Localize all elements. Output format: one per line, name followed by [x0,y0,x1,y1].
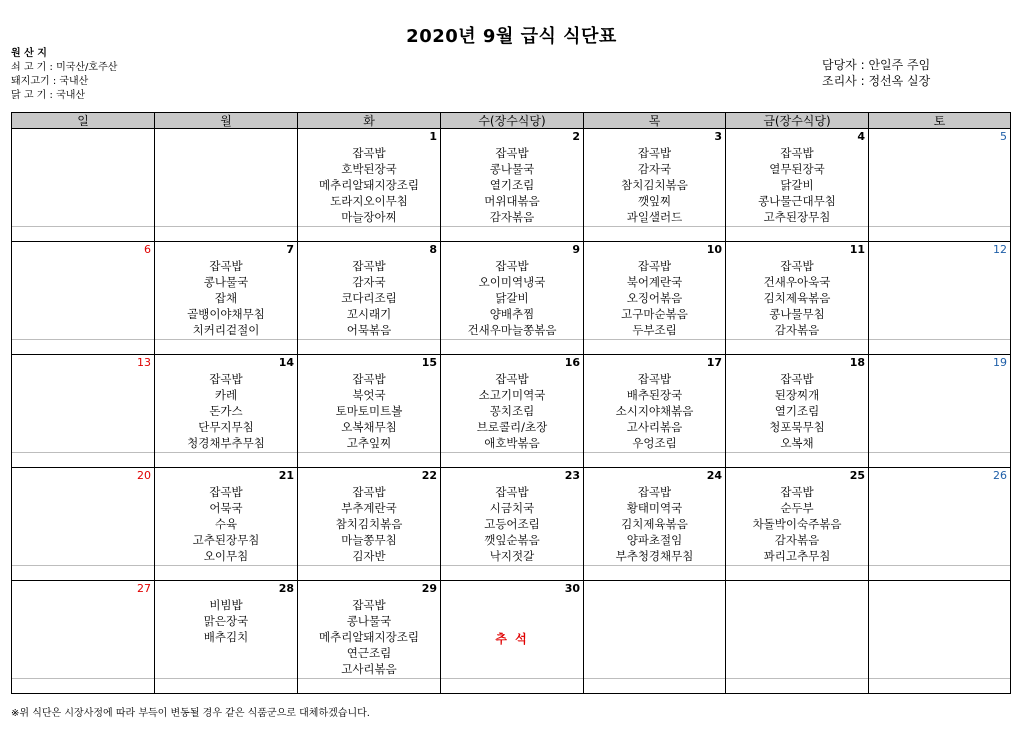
menu-list [584,258,725,338]
day-cell [155,355,298,453]
menu-item: 고구마순볶음 [621,307,688,321]
day-number: 11 [849,243,865,256]
footer-note: ※위 식단은 시장사정에 따라 부득이 변동될 경우 같은 식품군으로 대체하겠습니다. [11,708,370,719]
menu-item: 메추리알돼지장조림 [319,630,419,644]
menu-item: 맑은장국 [203,614,249,628]
day-number: 24 [706,469,722,482]
menu-list [155,597,297,645]
day-number: 22 [421,469,437,482]
menu-item: 어묵국 [209,501,243,515]
menu-item: 북엇국 [352,388,386,402]
week-row [12,468,1011,566]
day-spacer-cell [298,340,441,355]
menu-list [155,258,297,338]
day-number: 19 [993,356,1007,369]
week-row [12,355,1011,453]
menu-item: 열기조림 [489,178,535,192]
menu-item: 꽁치조림 [489,404,535,418]
day-cell [12,581,155,679]
day-cell [869,581,1011,679]
day-spacer-cell [298,566,441,581]
day-spacer-cell [726,453,869,468]
menu-item: 감자볶음 [774,533,820,547]
day-cell [584,129,726,227]
menu-item: 코다리조림 [341,291,397,305]
menu-list [155,484,297,564]
menu-item: 잡곡밥 [352,485,386,499]
day-cell [869,242,1011,340]
day-cell [441,468,584,566]
menu-item: 잡곡밥 [780,485,814,499]
day-cell [298,129,441,227]
menu-item: 잡곡밥 [495,485,529,499]
day-cell [298,355,441,453]
menu-item: 잡곡밥 [780,259,814,273]
origin-chicken: 닭 고 기 : 국내산 [11,90,86,101]
menu-list [726,371,868,451]
menu-item: 오징어볶음 [626,291,683,305]
menu-list [441,258,583,338]
menu-item: 고사리볶음 [626,420,683,434]
menu-item: 청포묵무침 [769,420,825,434]
menu-list [726,484,868,564]
menu-item: 감자국 [637,162,672,176]
menu-item: 도라지오이무침 [330,194,408,208]
day-spacer-cell [12,227,155,242]
menu-item: 콩나물국 [346,614,392,628]
menu-item: 참치김치볶음 [621,178,688,192]
day-spacer-cell [12,340,155,355]
week-spacer-row [12,679,1011,694]
menu-item: 브로콜리/초장 [476,420,548,434]
day-cell [155,581,298,679]
menu-item: 비빔밥 [209,598,243,612]
meal-calendar [11,112,1011,694]
day-spacer-cell [155,679,298,694]
origin-pork: 돼지고기 : 국내산 [11,76,89,87]
day-cell [298,468,441,566]
weekday-header-thu: 목 [584,113,726,129]
menu-item: 닭갈비 [780,178,814,192]
menu-item: 연근조림 [346,646,392,660]
day-cell [298,242,441,340]
day-number: 2 [572,130,580,143]
day-cell [584,468,726,566]
menu-item: 잡곡밥 [637,146,672,160]
day-spacer-cell [584,453,726,468]
day-spacer-cell [726,227,869,242]
menu-item: 감자볶음 [774,323,820,337]
staff-manager: 담당자 : 안일주 주임 [822,58,931,72]
week-spacer-row [12,453,1011,468]
menu-item: 돈가스 [209,404,243,418]
menu-item: 닭갈비 [495,291,529,305]
weekday-header-sat: 토 [869,113,1011,129]
menu-item: 잡곡밥 [352,146,386,160]
menu-item: 소고기미역국 [478,388,546,402]
menu-item: 황태미역국 [626,501,683,515]
menu-item: 양파초절임 [626,533,683,547]
menu-item: 메추리알돼지장조림 [319,178,419,192]
menu-item: 오이미역냉국 [478,275,546,289]
menu-item: 오복채 [780,436,814,450]
menu-list [441,484,583,564]
menu-item: 양배추찜 [489,307,535,321]
week-spacer-row [12,340,1011,355]
menu-list [584,145,725,225]
day-cell [12,468,155,566]
day-spacer-cell [869,340,1011,355]
day-cell [869,129,1011,227]
menu-item: 시금치국 [489,501,535,515]
menu-item: 김자반 [352,549,386,563]
day-spacer-cell [441,453,584,468]
menu-list [298,145,440,225]
menu-item: 잡곡밥 [352,598,386,612]
day-number: 26 [993,469,1007,482]
day-number: 1 [429,130,437,143]
day-cell [12,129,155,227]
menu-item: 잡곡밥 [495,372,529,386]
day-number: 8 [429,243,437,256]
menu-list [726,145,868,225]
origin-info [11,47,117,103]
menu-list [298,597,440,677]
menu-item: 소시지야채볶음 [615,404,694,418]
day-cell [726,581,869,679]
day-number: 28 [278,582,294,595]
menu-item: 마늘쫑무침 [341,533,397,547]
day-number: 18 [849,356,865,369]
day-cell [726,242,869,340]
menu-item: 오이무침 [203,549,249,563]
menu-item: 열무된장국 [769,162,825,176]
weekday-header-wed: 수(장수식당) [441,113,584,129]
origin-heading: 원 산 지 [11,48,47,59]
menu-item: 잡곡밥 [637,485,672,499]
day-number: 15 [421,356,437,369]
day-spacer-cell [726,340,869,355]
day-number: 13 [137,356,151,369]
day-cell [726,468,869,566]
staff-info [822,57,930,89]
menu-item: 잡곡밥 [495,146,529,160]
menu-item: 배추김치 [203,630,249,644]
day-number: 30 [564,582,580,595]
day-spacer-cell [584,340,726,355]
menu-item: 우엉조림 [632,436,677,450]
menu-item: 낙지젓갈 [489,549,535,563]
day-number: 4 [857,130,865,143]
day-spacer-cell [584,679,726,694]
day-number: 29 [421,582,437,595]
day-spacer-cell [155,566,298,581]
menu-item: 수육 [214,517,238,531]
menu-item: 부추청경채무침 [615,549,694,563]
menu-item: 잡곡밥 [637,372,672,386]
weekday-header-fri: 금(장수식당) [726,113,869,129]
day-spacer-cell [298,227,441,242]
weekday-header-tue: 화 [298,113,441,129]
menu-item: 마늘장아찌 [341,210,397,224]
day-number: 20 [137,469,151,482]
weekday-header-mon: 월 [155,113,298,129]
menu-item: 단무지무침 [198,420,254,434]
day-spacer-cell [12,679,155,694]
day-spacer-cell [441,566,584,581]
menu-item: 고사리볶음 [341,662,397,676]
day-spacer-cell [726,679,869,694]
page-title: 2020년 9월 급식 식단표 [406,26,617,47]
menu-item: 꼬시래기 [346,307,392,321]
menu-list [298,371,440,451]
menu-item: 콩나물국 [489,162,535,176]
menu-item: 고추잎찌 [346,436,392,450]
day-number: 21 [278,469,294,482]
menu-item: 콩나물무침 [769,307,825,321]
holiday-label: 추 석 [495,632,529,646]
day-number: 7 [286,243,294,256]
day-spacer-cell [12,453,155,468]
menu-item: 북어계란국 [626,275,683,289]
day-spacer-cell [441,679,584,694]
day-cell [441,581,584,679]
day-number: 9 [572,243,580,256]
weekday-header-sun: 일 [12,113,155,129]
week-spacer-row [12,227,1011,242]
day-cell [441,129,584,227]
menu-item: 꽈리고추무침 [763,549,831,563]
weekday-header-row [12,113,1011,129]
menu-item: 잡곡밥 [209,485,243,499]
menu-item: 토마토미트볼 [335,404,403,418]
menu-item: 잡곡밥 [352,259,386,273]
menu-list [584,484,725,564]
day-spacer-cell [441,340,584,355]
day-spacer-cell [12,566,155,581]
day-cell [298,581,441,679]
menu-item: 고추된장무침 [192,533,260,547]
menu-item: 참치김치볶음 [335,517,403,531]
menu-item: 감자국 [352,275,386,289]
menu-item: 과일샐러드 [626,210,683,224]
menu-item: 차돌박이숙주볶음 [752,517,842,531]
menu-list [155,371,297,451]
week-row [12,242,1011,340]
day-cell [584,581,726,679]
day-spacer-cell [869,566,1011,581]
menu-item: 애호박볶음 [484,436,540,450]
menu-item: 부추계란국 [341,501,397,515]
day-number: 3 [714,130,722,143]
menu-list [441,145,583,225]
menu-item: 잡곡밥 [352,372,386,386]
menu-item: 배추된장국 [626,388,683,402]
menu-item: 머위대볶음 [484,194,540,208]
day-cell [155,242,298,340]
menu-item: 카레 [214,388,238,402]
day-cell [441,355,584,453]
menu-item: 건새우마늘쫑볶음 [467,323,557,337]
menu-item: 잡곡밥 [495,259,529,273]
day-cell [155,468,298,566]
day-spacer-cell [298,679,441,694]
menu-item: 잡곡밥 [780,372,814,386]
week-row [12,129,1011,227]
day-spacer-cell [298,453,441,468]
day-cell [12,355,155,453]
day-cell [584,355,726,453]
menu-item: 청경채부추무침 [187,436,265,450]
origin-beef: 쇠 고 기 : 미국산/호주산 [11,62,118,73]
day-spacer-cell [584,566,726,581]
menu-item: 건새우아욱국 [763,275,831,289]
menu-item: 잡곡밥 [209,259,243,273]
menu-list [298,484,440,564]
menu-item: 고추된장무침 [763,210,831,224]
menu-item: 깻잎찌 [637,194,672,208]
day-spacer-cell [726,566,869,581]
day-spacer-cell [155,340,298,355]
menu-item: 깻잎순볶음 [484,533,540,547]
menu-item: 된장찌개 [774,388,820,402]
day-spacer-cell [869,453,1011,468]
day-number: 27 [137,582,151,595]
menu-item: 잡곡밥 [209,372,243,386]
day-spacer-cell [869,679,1011,694]
menu-item: 열기조림 [774,404,820,418]
day-cell [441,242,584,340]
menu-item: 김치제육볶음 [763,291,831,305]
menu-item: 콩나물국 [203,275,249,289]
menu-item: 잡곡밥 [780,146,814,160]
day-cell [584,242,726,340]
week-spacer-row [12,566,1011,581]
menu-item: 감자볶음 [489,210,535,224]
menu-item: 잡채 [214,291,238,305]
day-number: 12 [993,243,1007,256]
menu-list [726,258,868,338]
day-cell [726,129,869,227]
menu-item: 오복채무침 [341,420,397,434]
day-cell [869,468,1011,566]
menu-item: 골뱅이야채무침 [187,307,265,321]
day-spacer-cell [441,227,584,242]
menu-list [584,371,725,451]
day-number: 10 [706,243,722,256]
week-row [12,581,1011,679]
day-number: 5 [1000,130,1007,143]
menu-list [298,258,440,338]
day-spacer-cell [584,227,726,242]
day-number: 23 [564,469,580,482]
menu-list [441,371,583,451]
day-cell [726,355,869,453]
menu-item: 순두부 [780,501,814,515]
staff-cook: 조리사 : 정선옥 실장 [822,74,931,88]
day-cell [155,129,298,227]
day-number: 14 [278,356,294,369]
menu-item: 두부조림 [632,323,677,337]
day-cell [869,355,1011,453]
menu-item: 치커리겉절이 [192,323,260,337]
menu-item: 콩나물근대무침 [758,194,836,208]
menu-item: 고등어조림 [484,517,540,531]
day-spacer-cell [869,227,1011,242]
menu-item: 김치제육볶음 [621,517,688,531]
menu-item: 잡곡밥 [637,259,672,273]
day-cell [12,242,155,340]
menu-item: 어묵볶음 [346,323,392,337]
day-number: 17 [706,356,722,369]
day-number: 25 [849,469,865,482]
day-number: 16 [564,356,580,369]
day-spacer-cell [155,453,298,468]
menu-item: 호박된장국 [341,162,397,176]
day-spacer-cell [155,227,298,242]
day-number: 6 [144,243,151,256]
